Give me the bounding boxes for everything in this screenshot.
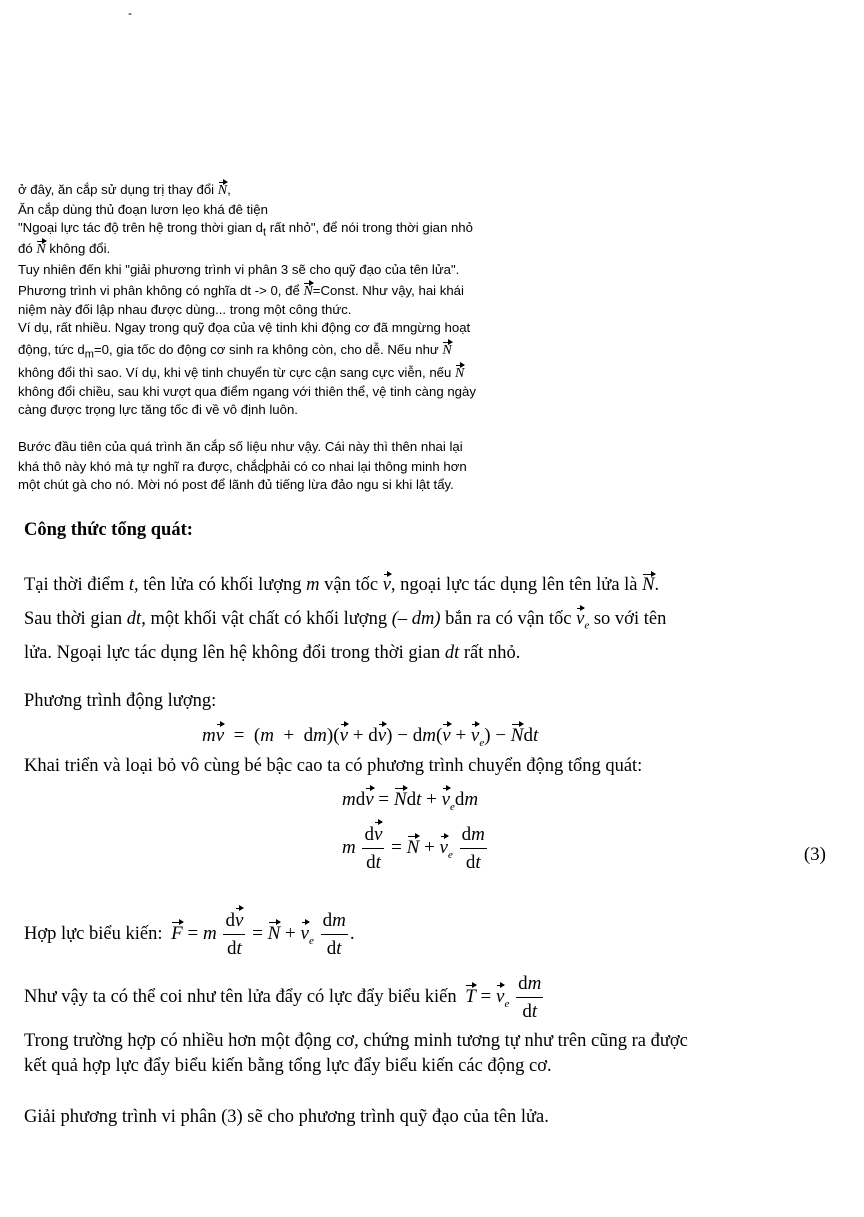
comment-line: Phương trình vi phân không có nghĩa dt -> 0, để N=Const. Như vậy, hai khái [18,283,464,299]
paragraph-line: Sau thời gian dt, một khối vật chất có khối lượng (– dm) bắn ra có vận tốc $v_e$ so với tên [24,609,667,632]
thrust-line: Như vậy ta có thể coi như tên lửa đẩy có lực đẩy biểu kiến $T = v_e$ $\frac{dm}{dt}$ [24,973,541,1023]
comment-line: không đổi thì sao. Ví dụ, khi vệ tinh chuyển từ cực cận sang cực viễn, nếu N [18,365,465,381]
paragraph-line: Trong trường hợp có nhiều hơn một động cơ, chứng minh tương tự như trên cũng ra được [24,1031,688,1051]
thrust-equation: $T = v_e$ $\frac{dm}{dt}$ [465,973,542,1022]
vector-n: N [442,343,452,358]
differential-equation-3: m $\frac{dv}{dt}$ = $N + v_e$ $\frac{dm}{dt}$ [342,824,485,873]
vector-n: N [642,575,655,595]
comment-line: ở đây, ăn cắp sử dụng trị thay đổi N, [18,182,231,198]
paragraph-line: kết quả hợp lực đẩy biểu kiến bằng tổng lực đẩy biểu kiến các động cơ. [24,1056,552,1076]
comment-line: động, tức $d_m=0$, gia tốc do động cơ sinh ra không còn, cho dễ. Nếu như N [18,342,452,361]
paragraph-line: Tại thời điểm t, tên lửa có khối lượng m vận tốc v, ngoại lực tác dụng lên tên lửa là N. [24,575,660,595]
expand-label: Khai triển và loại bỏ vô cùng bé bậc cao ta có phương trình chuyển động tổng quát: [24,756,643,776]
section-heading: Công thức tổng quát: [24,520,193,540]
comment-line: Ăn cắp dùng thủ đoạn lươn lẹo khá đê tiện [18,202,268,217]
comment-line: niệm này đối lập nhau được dùng... trong một công thức. [18,302,352,317]
comment-line: một chút gà cho nó. Mời nó post để lãnh đủ tiếng lừa đảo ngu si khi lật tẩy. [18,477,454,492]
comment-line: Ví dụ, rất nhiều. Ngay trong quỹ đọa của vệ tinh khi động cơ đã mngừng hoạt [18,320,471,335]
apparent-force-line: Hợp lực biểu kiến: F = m $\frac{dv}{dt}$ = $N + v_e$ $\frac{dm}{dt}$ . [24,910,355,959]
vector-n: N [36,242,46,257]
comment-line: không đổi chiều, sau khi vượt qua điểm ngang với thiên thể, vệ tinh càng ngày [18,384,476,399]
comment-line: Bước đầu tiên của quá trình ăn cắp số liệu như vậy. Cái này thì thên nhai lại [18,439,463,454]
vector-n: N [303,284,313,299]
top-mark: - [128,6,132,20]
vector-v: v [382,575,391,595]
comment-line: Tuy nhiên đến khi "giải phương trình vi phân 3 sẽ cho quỹ đạo của tên lửa". [18,262,460,277]
vector-n: N [217,183,228,198]
differential-equation-1: mdv = Ndt + $v_edm$ [342,789,479,813]
comment-line: càng được trọng lực tăng tốc đi về vô định luôn. [18,402,298,417]
paragraph-line: lửa. Ngoại lực tác dụng lên hệ không đổi trong thời gian dt rất nhỏ. [24,643,521,663]
comment-line: "Ngoại lực tác độ trên hệ trong thời gian $d_t$ rất nhỏ", để nói trong thời gian nhỏ [18,220,473,239]
vector-v-e: v [576,609,585,629]
vector-n: N [455,366,465,381]
apparent-force-equation: F = m $\frac{dv}{dt}$ = $N + v_e$ $\frac{dm}{dt}$ . [171,910,355,959]
equation-number: (3) [803,844,826,865]
final-line: Giải phương trình vi phân (3) sẽ cho phương trình quỹ đạo của tên lửa. [24,1107,549,1127]
comment-line: đó N không đổi. [18,241,111,257]
momentum-label: Phương trình động lượng: [24,691,217,711]
momentum-equation: mv = $(m + dm)(v + dv) - dm(v + v_e)$ − Ndt [202,725,539,749]
comment-line: khá thô này khó mà tự nghĩ ra được, chắcphải có co nhai lại thông minh hơn [18,459,467,474]
